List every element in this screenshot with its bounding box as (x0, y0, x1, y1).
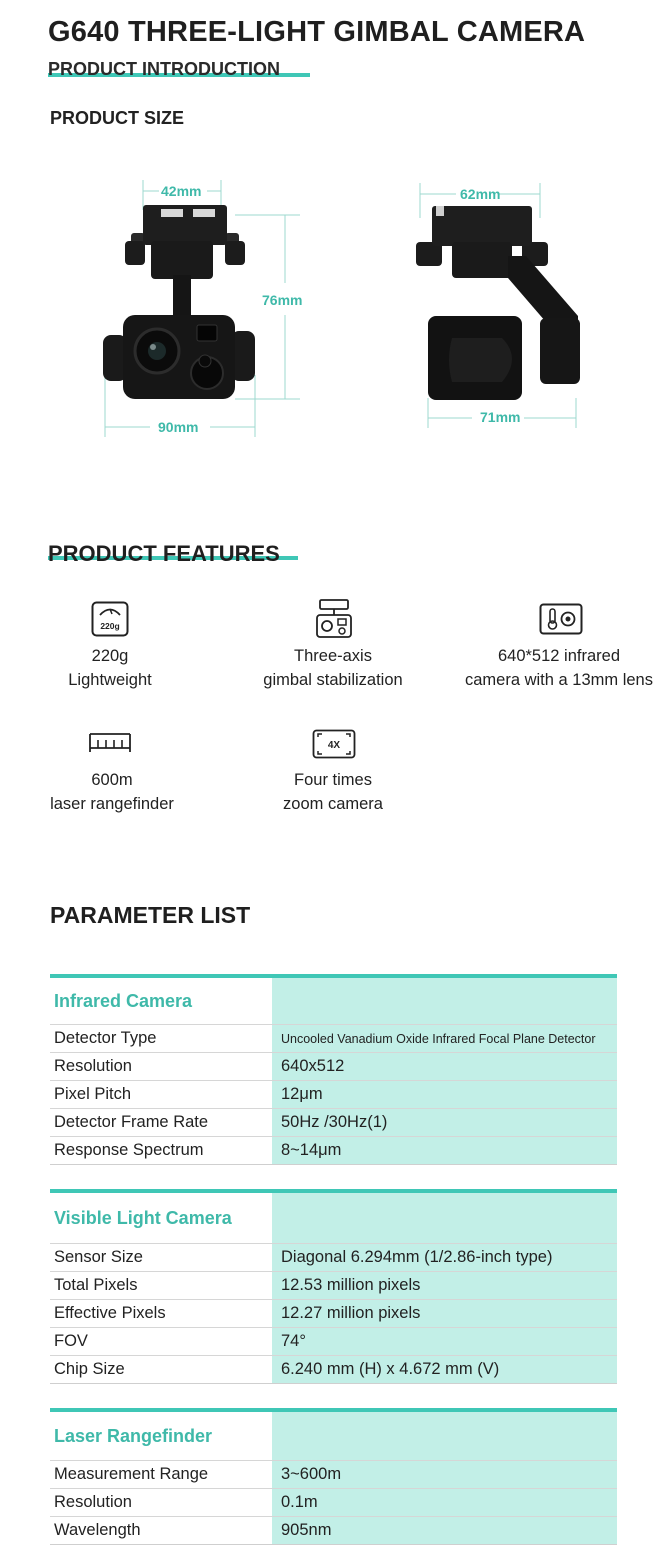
page-subtitle: PRODUCT INTRODUCTION (48, 59, 280, 79)
table-row (50, 1052, 617, 1080)
side-bottom-width-label: 71mm (480, 409, 521, 425)
table-header-fill (272, 1412, 617, 1460)
feature-lightweight (20, 644, 200, 692)
gimbal-front-view-image (95, 175, 325, 445)
feature-line1: Three-axis (294, 647, 372, 665)
param-key: FOV (54, 1332, 88, 1350)
table-title: Infrared Camera (54, 990, 193, 1011)
thermometer-camera-icon (539, 603, 583, 635)
front-height-label: 76mm (262, 292, 303, 308)
param-value: 3~600m (272, 1461, 617, 1488)
table-header-fill (272, 978, 617, 1024)
param-key: Wavelength (54, 1521, 141, 1539)
table-row (50, 1460, 617, 1488)
table-bottom-line (50, 1544, 617, 1545)
param-key: Measurement Range (54, 1465, 209, 1483)
table-row (50, 1108, 617, 1136)
param-key: Total Pixels (54, 1276, 138, 1294)
feature-line1: 220g (91, 647, 129, 665)
param-value: 12μm (272, 1081, 617, 1108)
table-title: Laser Rangefinder (54, 1425, 213, 1446)
param-key: Detector Frame Rate (54, 1113, 209, 1131)
zoom-4x-icon (312, 729, 356, 759)
feature-line2: gimbal stabilization (263, 671, 403, 689)
table-row (50, 1243, 617, 1271)
feature-line2: zoom camera (283, 795, 383, 813)
page-title: G640 THREE-LIGHT GIMBAL CAMERA (48, 16, 586, 48)
table-bottom-line (50, 1383, 617, 1384)
param-key: Chip Size (54, 1360, 125, 1378)
param-value: 74° (272, 1328, 617, 1355)
visible-light-camera-table (50, 1189, 617, 1384)
feature-rangefinder (20, 768, 204, 816)
table-row (50, 1080, 617, 1108)
param-key: Sensor Size (54, 1248, 143, 1266)
feature-line1: 600m (91, 771, 133, 789)
table-row (50, 1488, 617, 1516)
table-row (50, 1355, 617, 1383)
laser-rangefinder-table (50, 1408, 617, 1545)
feature-gimbal (233, 644, 433, 692)
weight-icon-text: 220g (100, 621, 120, 631)
feature-line2: laser rangefinder (50, 795, 174, 813)
side-top-width-label: 62mm (460, 186, 501, 202)
feature-line2: camera with a 13mm lens (465, 671, 653, 689)
table-row (50, 1271, 617, 1299)
param-value: Diagonal 6.294mm (1/2.86-inch type) (272, 1244, 617, 1271)
table-row (50, 1299, 617, 1327)
table-title: Visible Light Camera (54, 1207, 232, 1228)
parameter-list-heading: PARAMETER LIST (50, 902, 251, 928)
front-top-width-label: 42mm (161, 183, 202, 199)
table-header-fill (272, 1193, 617, 1243)
feature-line1: 640*512 infrared (497, 647, 620, 665)
param-value: 8~14μm (272, 1137, 617, 1164)
gimbal-side-view-image (412, 178, 592, 438)
features-heading: PRODUCT FEATURES (48, 541, 280, 566)
zoom-icon-text: 4X (327, 740, 341, 751)
table-row (50, 1516, 617, 1544)
table-header (50, 978, 617, 1024)
param-value: 640x512 (272, 1053, 617, 1080)
feature-line1: Four times (294, 771, 372, 789)
param-key: Effective Pixels (54, 1304, 166, 1322)
param-value: 0.1m (272, 1489, 617, 1516)
product-size-heading: PRODUCT SIZE (50, 108, 185, 128)
param-key: Resolution (54, 1493, 132, 1511)
feature-zoom (243, 768, 423, 816)
param-value: 905nm (272, 1517, 617, 1544)
table-bottom-line (50, 1164, 617, 1165)
gimbal-camera-icon (314, 598, 354, 640)
param-value: 12.53 million pixels (272, 1272, 617, 1299)
front-bottom-width-label: 90mm (158, 419, 199, 435)
feature-infrared (450, 644, 668, 692)
param-key: Resolution (54, 1057, 132, 1075)
table-header (50, 1193, 617, 1243)
table-row (50, 1136, 617, 1164)
param-value: 12.27 million pixels (272, 1300, 617, 1327)
param-value: 50Hz /30Hz(1) (272, 1109, 617, 1136)
table-row (50, 1327, 617, 1355)
ruler-icon (88, 730, 132, 756)
param-key: Response Spectrum (54, 1141, 204, 1159)
param-value: Uncooled Vanadium Oxide Infrared Focal Plane Detector (272, 1025, 617, 1052)
infrared-camera-table (50, 974, 617, 1165)
table-row (50, 1024, 617, 1052)
table-header (50, 1412, 617, 1460)
param-value: 6.240 mm (H) x 4.672 mm (V) (272, 1356, 617, 1383)
param-key: Pixel Pitch (54, 1085, 132, 1103)
param-key: Detector Type (54, 1029, 157, 1047)
weight-220g-icon (91, 601, 129, 637)
feature-line2: Lightweight (68, 671, 152, 689)
